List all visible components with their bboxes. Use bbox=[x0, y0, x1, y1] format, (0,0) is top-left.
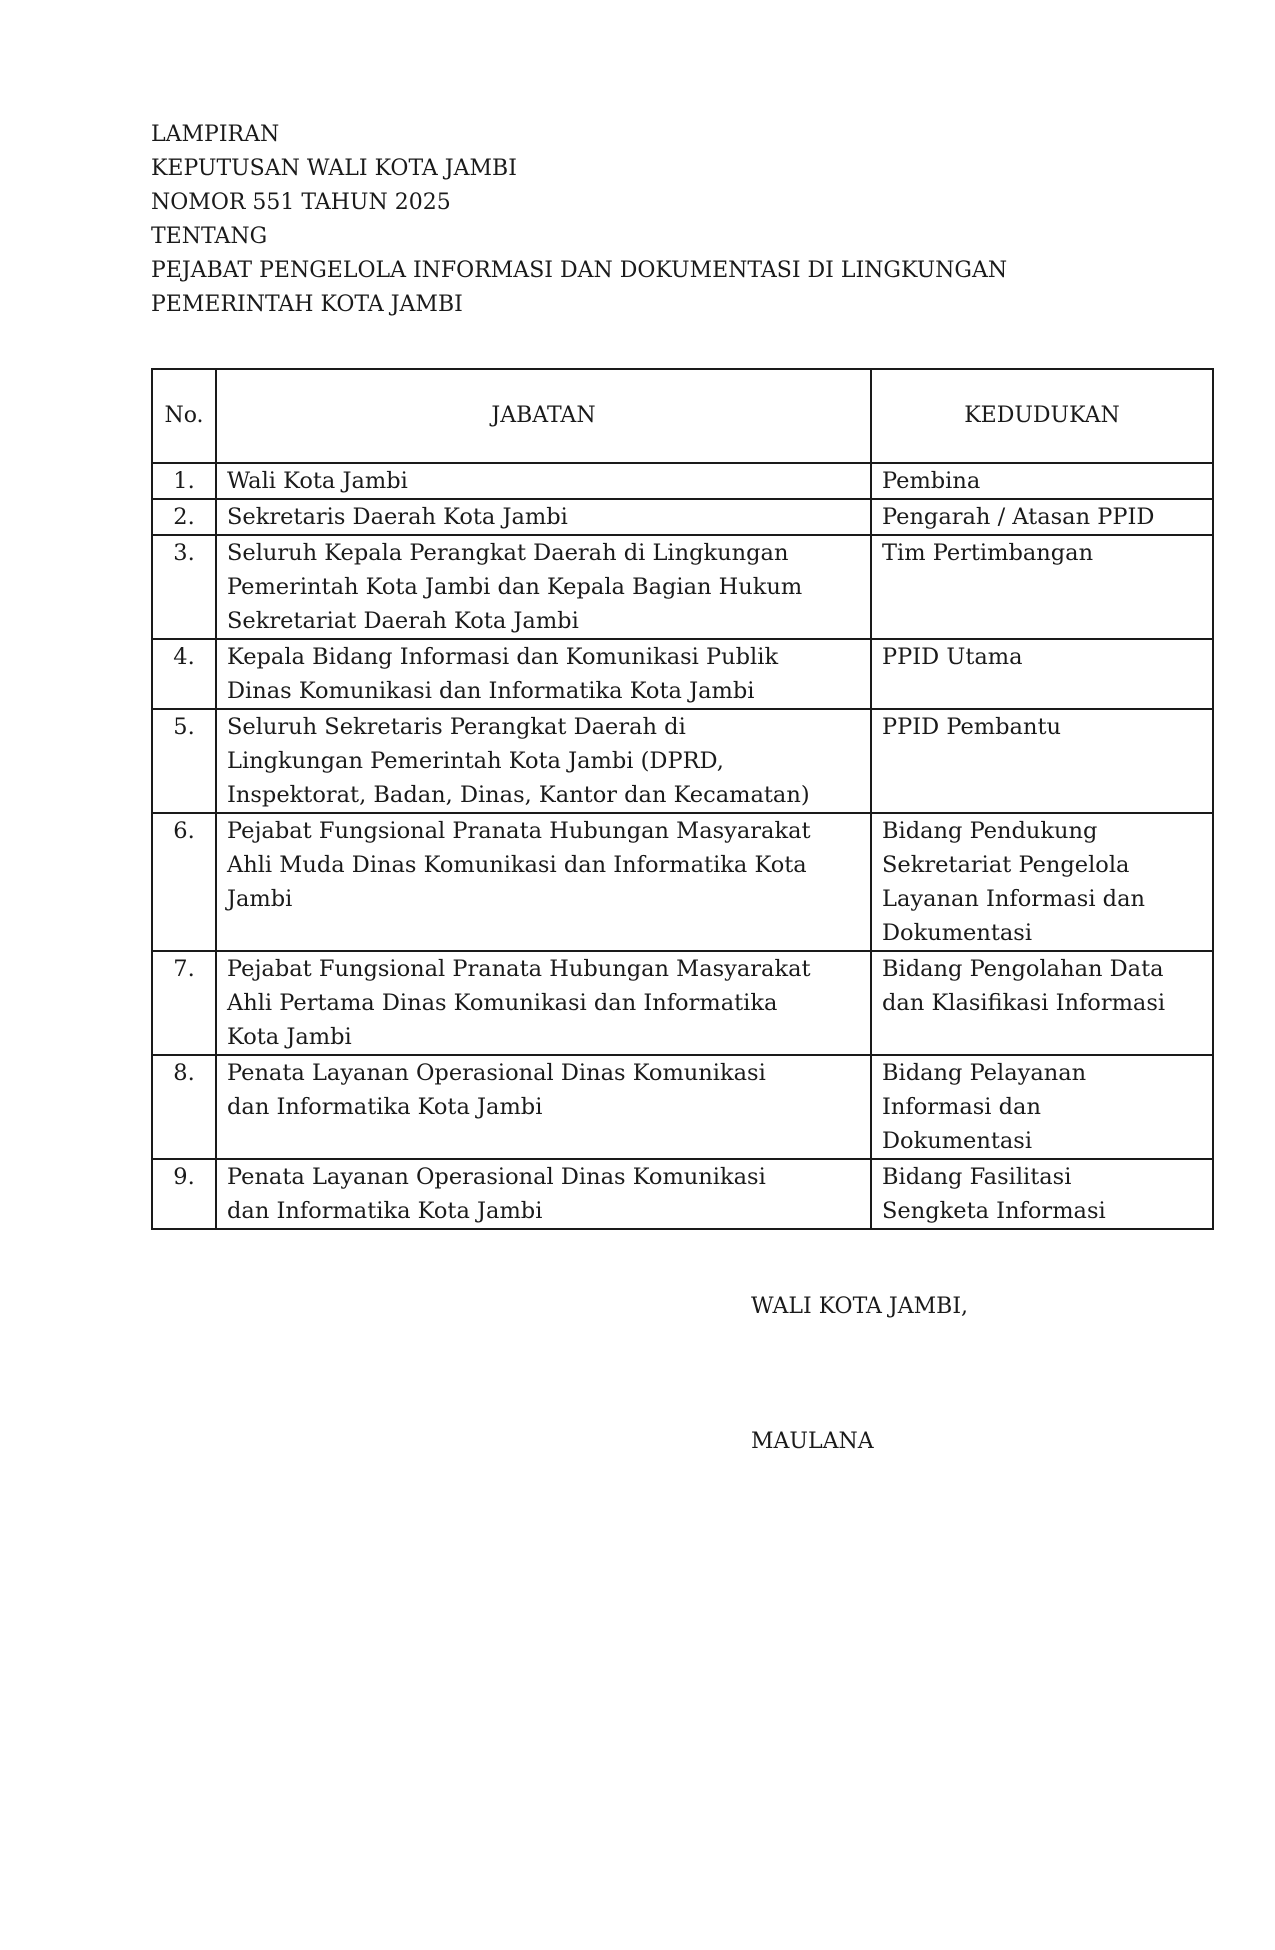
kedudukan-cell-line: Informasi dan bbox=[882, 1094, 1041, 1120]
jabatan-cell-line: Pejabat Fungsional Pranata Hubungan Masyarakat bbox=[227, 818, 811, 844]
row-number: 5. bbox=[152, 709, 216, 813]
row-number: 1. bbox=[152, 463, 216, 499]
signature-name: MAULANA bbox=[751, 1429, 874, 1454]
kedudukan-cell-line: Sekretariat Pengelola bbox=[882, 852, 1130, 878]
kedudukan-cell bbox=[871, 1159, 1213, 1229]
jabatan-cell bbox=[216, 1055, 871, 1159]
table-row bbox=[152, 535, 1213, 639]
kedudukan-cell-line: Sengketa Informasi bbox=[882, 1198, 1106, 1224]
jabatan-cell bbox=[216, 535, 871, 639]
jabatan-cell bbox=[216, 813, 871, 951]
table-header-row bbox=[152, 369, 1213, 463]
header-line-lampiran: LAMPIRAN bbox=[151, 122, 280, 147]
jabatan-cell-line: Penata Layanan Operasional Dinas Komunikasi bbox=[227, 1060, 766, 1086]
table-row bbox=[152, 463, 1213, 499]
row-number: 2. bbox=[152, 499, 216, 535]
jabatan-cell-line: Sekretariat Daerah Kota Jambi bbox=[227, 608, 579, 634]
kedudukan-cell-line: Bidang Pengolahan Data bbox=[882, 956, 1164, 982]
jabatan-cell-line: Dinas Komunikasi dan Informatika Kota Jambi bbox=[227, 678, 755, 704]
header-line-keputusan: KEPUTUSAN WALI KOTA JAMBI bbox=[151, 156, 517, 181]
kedudukan-cell-line: Dokumentasi bbox=[882, 920, 1033, 946]
table-row bbox=[152, 709, 1213, 813]
kedudukan-cell-line: Bidang Pendukung bbox=[882, 818, 1098, 844]
jabatan-cell-line: Jambi bbox=[227, 886, 293, 912]
jabatan-cell-line: Sekretaris Daerah Kota Jambi bbox=[227, 504, 568, 530]
kedudukan-cell-line: Pengarah / Atasan PPID bbox=[882, 504, 1155, 530]
jabatan-cell bbox=[216, 639, 871, 709]
kedudukan-cell-line: Layanan Informasi dan bbox=[882, 886, 1145, 912]
column-header-jabatan: JABATAN bbox=[216, 369, 871, 463]
kedudukan-cell bbox=[871, 535, 1213, 639]
kedudukan-cell bbox=[871, 1055, 1213, 1159]
header-line-tentang: TENTANG bbox=[151, 224, 268, 249]
row-number: 6. bbox=[152, 813, 216, 951]
row-number: 8. bbox=[152, 1055, 216, 1159]
kedudukan-cell-line: Bidang Fasilitasi bbox=[882, 1164, 1072, 1190]
jabatan-cell bbox=[216, 951, 871, 1055]
row-number: 3. bbox=[152, 535, 216, 639]
kedudukan-cell-line: PPID Pembantu bbox=[882, 714, 1061, 740]
kedudukan-cell-line: dan Klasifikasi Informasi bbox=[882, 990, 1166, 1016]
jabatan-cell-line: Kepala Bidang Informasi dan Komunikasi Publik bbox=[227, 644, 779, 670]
column-header-kedudukan: KEDUDUKAN bbox=[871, 369, 1213, 463]
jabatan-cell-line: dan Informatika Kota Jambi bbox=[227, 1094, 543, 1120]
header-line-nomor: NOMOR 551 TAHUN 2025 bbox=[151, 190, 451, 215]
table-body bbox=[152, 463, 1213, 1229]
kedudukan-cell-line: PPID Utama bbox=[882, 644, 1023, 670]
table-row bbox=[152, 1055, 1213, 1159]
table-row bbox=[152, 1159, 1213, 1229]
kedudukan-cell bbox=[871, 639, 1213, 709]
jabatan-cell-line: Ahli Pertama Dinas Komunikasi dan Informatika bbox=[227, 990, 778, 1016]
jabatan-cell bbox=[216, 1159, 871, 1229]
header-line-subject-2: PEMERINTAH KOTA JAMBI bbox=[151, 292, 463, 317]
kedudukan-cell bbox=[871, 813, 1213, 951]
row-number: 9. bbox=[152, 1159, 216, 1229]
row-number: 4. bbox=[152, 639, 216, 709]
kedudukan-cell-line: Tim Pertimbangan bbox=[882, 540, 1094, 566]
jabatan-cell-line: Seluruh Sekretaris Perangkat Daerah di bbox=[227, 714, 686, 740]
kedudukan-cell-line: Bidang Pelayanan bbox=[882, 1060, 1087, 1086]
jabatan-cell-line: Pemerintah Kota Jambi dan Kepala Bagian Hukum bbox=[227, 574, 803, 600]
table-row bbox=[152, 813, 1213, 951]
jabatan-cell-line: Kota Jambi bbox=[227, 1024, 352, 1050]
kedudukan-cell bbox=[871, 499, 1213, 535]
jabatan-cell-line: Seluruh Kepala Perangkat Daerah di Lingkungan bbox=[227, 540, 789, 566]
jabatan-cell-line: Inspektorat, Badan, Dinas, Kantor dan Kecamatan) bbox=[227, 782, 810, 808]
kedudukan-cell bbox=[871, 951, 1213, 1055]
column-header-no: No. bbox=[152, 369, 216, 463]
kedudukan-cell-line: Pembina bbox=[882, 468, 981, 494]
header-line-subject-1: PEJABAT PENGELOLA INFORMASI DAN DOKUMENTASI DI LINGKUNGAN bbox=[151, 258, 1008, 283]
jabatan-cell-line: Ahli Muda Dinas Komunikasi dan Informatika Kota bbox=[227, 852, 807, 878]
jabatan-cell bbox=[216, 709, 871, 813]
jabatan-cell-line: Pejabat Fungsional Pranata Hubungan Masyarakat bbox=[227, 956, 811, 982]
kedudukan-cell-line: Dokumentasi bbox=[882, 1128, 1033, 1154]
signature-title: WALI KOTA JAMBI, bbox=[751, 1294, 969, 1319]
row-number: 7. bbox=[152, 951, 216, 1055]
kedudukan-cell bbox=[871, 709, 1213, 813]
table-row bbox=[152, 639, 1213, 709]
jabatan-cell-line: Wali Kota Jambi bbox=[227, 468, 408, 494]
jabatan-cell-line: Penata Layanan Operasional Dinas Komunikasi bbox=[227, 1164, 766, 1190]
jabatan-cell-line: Lingkungan Pemerintah Kota Jambi (DPRD, bbox=[227, 748, 724, 774]
jabatan-cell-line: dan Informatika Kota Jambi bbox=[227, 1198, 543, 1224]
jabatan-cell bbox=[216, 499, 871, 535]
document-header bbox=[151, 118, 1007, 322]
jabatan-cell bbox=[216, 463, 871, 499]
kedudukan-cell bbox=[871, 463, 1213, 499]
table-row bbox=[152, 951, 1213, 1055]
jabatan-table bbox=[151, 368, 1214, 1230]
table-row bbox=[152, 499, 1213, 535]
